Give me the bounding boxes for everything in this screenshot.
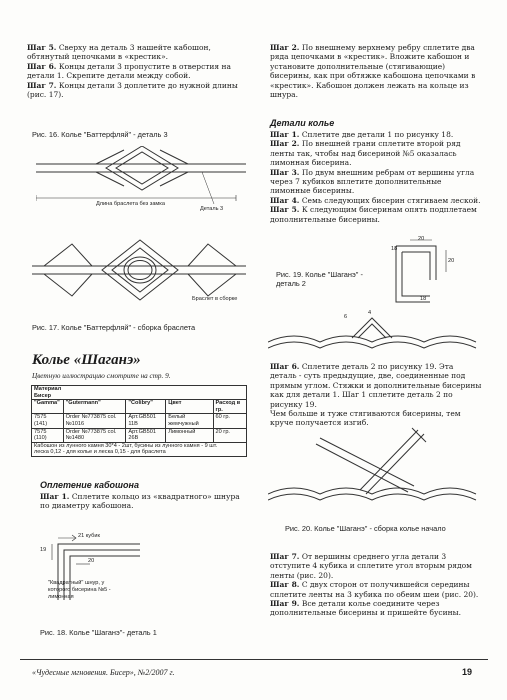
fig19-label-18: 18: [391, 246, 398, 252]
paragraph: Шаг 7. Концы детали 3 доплетите до нужной длины (рис. 17).: [27, 80, 238, 100]
fig19-label-18b: 18: [420, 296, 427, 302]
fig18-label-21: 21 кубик: [78, 533, 100, 539]
paragraph: Шаг 6. Концы детали 3 пропустите в отверстия на детали 1. Скрепите детали между собой.: [27, 61, 232, 81]
fig19-label-20b: 20: [448, 258, 455, 264]
table-row: 7575 (110) Order №773875 col. №1480 Арт.GB501 26B Лимонный 20 гр.: [32, 428, 247, 442]
page-number: 19: [462, 667, 473, 677]
fig19-label-20: 20: [418, 236, 425, 242]
materials-subtitle: Бисер: [32, 393, 247, 400]
materials-title: Материал: [32, 386, 247, 393]
footer-journal: «Чудесные мгновения. Бисер», №2/2007 г.: [32, 668, 175, 677]
section-subtitle: Цветную иллюстрацию смотрите на стр. 9.: [32, 372, 171, 380]
fig18-label-20: 20: [88, 558, 95, 564]
weaving-text: Шаг 1. Сплетите кольцо из «квадратного» шнура по диаметру кабошона.: [40, 492, 240, 511]
paragraph: Шаг 5. Сверху на деталь 3 нашейте кабошон, обтянутый цепочками в «крестик».: [27, 43, 211, 62]
fig19-label-6: 6: [344, 314, 348, 320]
table-header-row: "Gamma" "Gutermann" "Colibry" Цвет Расход в гр.: [32, 400, 247, 414]
fig19-caption: Рис. 19. Колье "Шаганэ" - деталь 2: [276, 270, 363, 288]
fig20-caption: Рис. 20. Колье "Шаганэ" - сборка колье начало: [285, 524, 446, 533]
footer-rule: [20, 659, 488, 660]
fig18-cord-label: "Квадратный" шнур, у которого бисерина №5 - лимонная: [48, 580, 111, 600]
section-title: Колье «Шаганэ»: [32, 352, 141, 368]
right-bottom-text: Шаг 7. От вершины среднего угла детали 3 отступите 4 кубика и сплетите угол вторым рядом ленты (рис. 20). Шаг 8. С двух сторон от получившейся середины сплетите ленты на 3 кубика по обеим шеи (рис. 20). Шаг 9. Все детали колье соедините через дополнительные бисерины и пришейте бусины.: [270, 552, 479, 618]
fig16-part-label: Деталь 3: [200, 206, 224, 212]
table-note-row: Кабошон из лунного камня 30*4 - 2шт, бусины из лунного камня - 9 шт. леска 0,12 - для колье и леска 0,15 - для браслета: [32, 442, 247, 456]
right-top-text: Шаг 2. По внешнему верхнему ребру сплетите два ряда цепочками в «крестик». Вложите кабошон и установите дополнительные (стягивающие) бисерины, как при обтяжке кабошона цепочками в «крестик». Кабошон должен лежать на кольце из шнура.: [270, 43, 476, 100]
weaving-title: Оплетение кабошона: [40, 480, 139, 490]
fig18-caption: Рис. 18. Колье "Шаганэ"- деталь 1: [40, 628, 157, 637]
table-row: 7575 (141) Order №773875 col. №1016 Арт.GB501 11B Белый жемчужный 60 гр.: [32, 414, 247, 428]
details-steps: Шаг 1. Сплетите две детали 1 по рисунку 18. Шаг 2. По внешней грани сплетите второй ряд ленты так, чтобы над бисериной №5 оказалась лимонная бисерина. Шаг 3. По двум внешним ребрам от вершины угла через 7 кубиков вплетите дополнительные лимонные бисерины. Шаг 4. Семь следующих бисерин стягиваем леской. Шаг 5. К следующим бисеринам опять подплетаем дополнительные бисерины.: [270, 130, 481, 224]
materials-table: [31, 385, 247, 457]
fig20-drawing: [268, 424, 482, 508]
fig17-caption: Рис. 17. Колье "Баттерфляй" - сборка браслета: [32, 323, 196, 332]
fig16-length-label: Длина браслета без замка: [96, 201, 165, 207]
fig18-label-19: 19: [40, 547, 47, 553]
fig19-wave-drawing: [268, 308, 482, 356]
left-top-text: [27, 43, 245, 99]
fig19-label-4: 4: [368, 310, 372, 316]
step6-text: Шаг 6. Сплетите деталь 2 по рисунку 19. Эта деталь - суть предыдущие, две, соединенные под прямым углом. Стяжки и дополнительные бисерины как для детали 1. Шаг 1 сплетите деталь 2 по рисунку 19. Чем больше и туже стягиваются бисерины, тем круче получается изгиб.: [270, 362, 482, 428]
fig16-caption: Рис. 16. Колье "Баттерфляй" - деталь 3: [32, 130, 168, 139]
details-title: Детали колье: [270, 118, 335, 128]
fig17-assembled-label: Браслет в сборке: [192, 296, 238, 302]
fig19-bracket-drawing: [388, 236, 468, 308]
